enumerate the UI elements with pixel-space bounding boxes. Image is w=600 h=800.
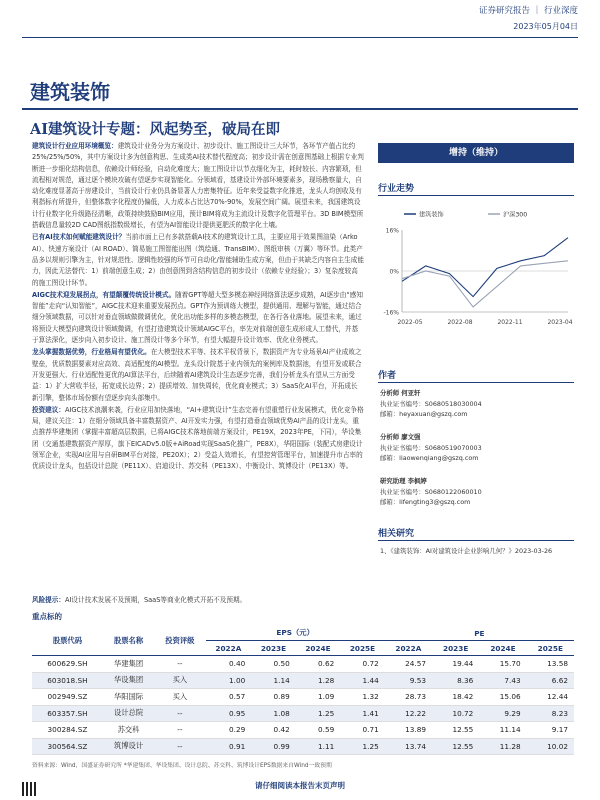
eps-value: 0.99 — [251, 738, 296, 755]
eps-value: 1.25 — [296, 705, 341, 722]
eps-value: 0.95 — [206, 705, 252, 722]
y-tick-label: -16% — [383, 309, 399, 317]
cert-label: 执业证书编号： — [380, 399, 425, 408]
author-cert: S0680519070003 — [424, 443, 482, 452]
eps-value: 0.57 — [206, 689, 252, 706]
legend-label: 沪深300 — [503, 211, 528, 219]
report-category: 行业深度 — [543, 6, 578, 16]
year-header: 2025E — [340, 641, 385, 656]
eps-value: 1.08 — [251, 705, 296, 722]
pe-value: 8.36 — [432, 672, 479, 689]
x-tick-label: 2022-08 — [447, 319, 473, 326]
stock-name: 筑博设计 — [103, 738, 154, 755]
table-source-note: 资料来源：Wind，国盛证券研究所 *华建集团、华设集团、设计总院、苏交科、筑博设计EPS数据来自Wind一致预期 — [32, 763, 332, 769]
year-header: 2025E — [527, 641, 574, 656]
paragraph-lead: 已有AI技术如何赋能建筑设计？ — [32, 233, 126, 242]
stock-code: 300284.SZ — [32, 722, 103, 739]
author-cert: S0680518030004 — [424, 399, 482, 408]
eps-value: 0.89 — [251, 689, 296, 706]
pe-value: 12.44 — [527, 689, 574, 706]
y-tick-label: 0% — [389, 268, 399, 276]
eps-value: 0.40 — [206, 656, 252, 673]
paragraph — [32, 405, 364, 473]
author-block — [380, 476, 574, 508]
author-role: 分析师 — [380, 389, 400, 397]
table-row — [32, 722, 574, 739]
report-header — [479, 4, 578, 16]
industry-divider — [22, 108, 578, 110]
x-tick-label: 2023-04 — [547, 319, 573, 326]
paragraph — [32, 290, 364, 346]
pe-value: 12.55 — [432, 722, 479, 739]
paragraph — [32, 347, 364, 403]
email-label: 邮箱： — [380, 410, 400, 418]
cert-label: 执业证书编号： — [380, 443, 425, 452]
year-header: 2024E — [296, 641, 341, 656]
col-header-rating: 投资评级 — [154, 626, 205, 656]
email-label: 邮箱： — [380, 454, 400, 462]
eps-value: 1.32 — [340, 689, 385, 706]
pe-value: 19.44 — [432, 656, 479, 673]
year-header: 2022A — [206, 641, 252, 656]
stock-rating: 买入 — [154, 689, 205, 706]
pe-value: 11.14 — [479, 722, 526, 739]
table-row — [32, 738, 574, 755]
pe-value: 13.89 — [385, 722, 432, 739]
report-type: 证券研究报告 — [479, 6, 531, 16]
x-tick-label: 2022-05 — [397, 319, 423, 326]
stock-rating: -- — [154, 656, 205, 673]
trend-chart — [378, 200, 574, 340]
col-header-name: 股票名称 — [103, 626, 154, 656]
stock-code: 300564.SZ — [32, 738, 103, 755]
cert-label: 执业证书编号： — [380, 487, 425, 496]
eps-value: 1.28 — [296, 672, 341, 689]
eps-value: 1.09 — [296, 689, 341, 706]
col-header-pe: PE — [385, 626, 574, 641]
year-header: 2023E — [251, 641, 296, 656]
paragraph-text: 在大模型技术平等、技术平权背景下，数据资产为专业场景AI产业成败之壁垒，优质数据要素对应高效、高适配度的AI模型。龙头设计院基于业内领先的案例库及数据池，有望开发或联合开发更强大、行业适配性更优的AI算法平台，后续随着AI建筑设计生态逐步完善，我们分析龙头有望从三方面受益：1）扩大营收半径，拓宽成长边界；2）提质增效、加快周转，优化商业模式；3）SaaS化AI平台，开拓成长新引擎，整体市场份额有望逐步向头部集中。 — [32, 348, 362, 402]
paragraph — [32, 232, 364, 288]
pe-value: 13.74 — [385, 738, 432, 755]
year-header: 2022A — [385, 641, 432, 656]
pe-value: 7.43 — [479, 672, 526, 689]
author-name: 廖文强 — [401, 433, 421, 441]
stock-name: 苏交科 — [103, 722, 154, 739]
paragraph-text: 建筑设计业务分为方案设计、初步设计、施工图设计三大环节，各环节产值占比约25%/25%/50%，其中方案设计多为创意构思、生成类AI技术替代程度高；初步设计需在创意图基础上根据专业判断进一步细化结构信息，依赖设计师经验，自动化难度大；施工图设计以节点细化为主，耗时较长、内容繁琐，但流程相对规范，通过逐个模块攻破有望逐步实现智能化。分领域看，基建设计外部环境要素多，现场勘察量大，自动化难度显著高于房建设计，当前设计行业仍具备显著人力密集特征。近年来受益数字化推进，龙头人均创收及有利指标有所提升，但整体数字化程度仍偏低，人力成本占比达70%-90%，发展空间广阔。展望未来，我国建筑设计行业数字化升级路径清晰，政策持续鼓励BIM应用，预计BIM将成为主流设计及数字化管理平台。3D BIM模型所搭载信息量较2D CAD图纸指数级增长，有望为AI智能设计提供更肥沃的数字化土壤。 — [32, 142, 364, 230]
y-tick-label: 16% — [385, 227, 399, 235]
year-header: 2024E — [479, 641, 526, 656]
author-email[interactable]: liaowenqiang@gszq.com — [399, 454, 479, 462]
authors-heading: 作者 — [378, 371, 397, 381]
eps-value: 0.62 — [296, 656, 341, 673]
pe-value: 15.70 — [479, 656, 526, 673]
series-line-csi300 — [402, 261, 568, 307]
related-divider — [378, 540, 574, 541]
paragraph-lead: 龙头掌握数据优势，行业格局有望优化。 — [32, 348, 151, 357]
paragraph-lead: 投资建议： — [32, 405, 65, 414]
author-block — [380, 432, 574, 464]
pe-value: 8.23 — [527, 705, 574, 722]
paragraph-lead: AIGC技术迎发展拐点，有望颠覆传统设计模式。 — [32, 290, 176, 299]
stock-name: 华设集团 — [103, 672, 154, 689]
x-tick-label: 2022-11 — [497, 319, 523, 326]
table-row — [32, 672, 574, 689]
risk-lead: 风险提示： — [32, 596, 65, 604]
header-sep: ｜ — [532, 6, 542, 16]
stock-name: 华建集团 — [103, 656, 154, 673]
trend-divider — [378, 195, 574, 196]
table-row — [32, 689, 574, 706]
related-report-link[interactable]: 1、《建筑装饰：AI对建筑设计企业影响几何？》2023-03-26 — [380, 547, 553, 555]
eps-value: 1.25 — [340, 738, 385, 755]
industry-name: 建筑装饰 — [30, 80, 110, 104]
stock-rating: -- — [154, 722, 205, 739]
paragraph-text: AIGC技术浪潮来袭，行业应用加快落地，“AI+建筑设计”生态完善有望重塑行业发展模式，优化竞争格局，建议关注：1）在细分领域具备丰富数据资产、AI开发实力强，有望打造垂直领域优势AI产品的设计龙头，重点推荐华建集团（掌握丰富超高层数据，已将AIGC技术落地前端方案设计，PE19X，2023年PE，下同），华设集团（交通基建数据资产厚厚，旗下EICADv5.0版+AiRoad实现SaaS化推广，PE8X），华阳国际（装配式房建设计领军企业，实现AI应用与自研BIM平台对接，PE20X）；2）受益人效增长，有望控营管理平台，加速提升市占率的优质设计龙头，包括设计总院（PE11X）、启迪设计、苏交科（PE13X）、中衡设计、筑博设计（PE13X）等。 — [32, 405, 364, 471]
eps-value: 0.50 — [251, 656, 296, 673]
pe-value: 12.22 — [385, 705, 432, 722]
author-role: 研究助理 — [380, 477, 406, 485]
stock-code: 603018.SH — [32, 672, 103, 689]
legend-label: 建筑装饰 — [419, 211, 444, 219]
risk-note — [32, 594, 572, 604]
pe-value: 15.06 — [479, 689, 526, 706]
stock-name: 华阳国际 — [103, 689, 154, 706]
pe-value: 6.62 — [527, 672, 574, 689]
rating-banner: 增持（维持） — [378, 143, 574, 163]
eps-value: 0.72 — [340, 656, 385, 673]
paragraph-lead: 建筑设计行业应用环境概览： — [32, 142, 118, 150]
eps-value: 0.71 — [340, 722, 385, 739]
eps-value: 0.29 — [206, 722, 252, 739]
pe-value: 9.53 — [385, 672, 432, 689]
stock-code: 603357.SH — [32, 705, 103, 722]
pe-value: 10.72 — [432, 705, 479, 722]
forecast-table — [32, 626, 574, 755]
eps-value: 0.91 — [206, 738, 252, 755]
report-date: 2023年05月04日 — [513, 22, 578, 31]
eps-value: 1.00 — [206, 672, 252, 689]
header-divider — [22, 37, 578, 38]
stock-code: 600629.SH — [32, 656, 103, 673]
eps-value: 0.59 — [296, 722, 341, 739]
eps-value: 0.42 — [251, 722, 296, 739]
related-heading: 相关研究 — [378, 529, 415, 539]
authors-divider — [378, 382, 574, 383]
pe-value: 10.02 — [527, 738, 574, 755]
stock-rating: -- — [154, 738, 205, 755]
author-block — [380, 388, 574, 420]
pe-value: 9.29 — [479, 705, 526, 722]
page-title: AI建筑设计专题：风起势至，破局在即 — [30, 121, 281, 138]
pe-value: 24.57 — [385, 656, 432, 673]
stock-name: 设计总院 — [103, 705, 154, 722]
author-email[interactable]: heyaxuan@gszq.com — [399, 410, 468, 418]
pe-value: 11.28 — [479, 738, 526, 755]
paragraph-text: 随着GPT等超大型多模态神经网络算法逐步成熟，AI逐步由“感知智能”走向“认知智能”，AIGC技术迎来重要发展拐点。GPT作为预训练大模型，提供通用、理解与智能，通过结合细分领域数据，可以针对垂直领域做微调优化，优化出功能多样的多模态模型，在各行各业落地。展望未来，通过将预设大模型向建筑设计领域微调，有望打造建筑设计领域AIGC平台，率先对前端创意生成形成人工替代，并基于算法深化，逐步向入初步设计、施工图设计等多个环节，有望大幅提升设计效率、优化业务模式。 — [32, 290, 363, 345]
table-row — [32, 656, 574, 673]
eps-value: 1.14 — [251, 672, 296, 689]
year-header: 2023E — [432, 641, 479, 656]
email-label: 邮箱： — [380, 498, 400, 506]
series-line-building — [402, 238, 568, 297]
pe-value: 13.58 — [527, 656, 574, 673]
author-role: 分析师 — [380, 433, 400, 441]
eps-value: 1.41 — [340, 705, 385, 722]
eps-value: 1.44 — [340, 672, 385, 689]
pe-value: 18.42 — [432, 689, 479, 706]
author-name: 何亚轩 — [401, 389, 421, 397]
pe-value: 12.55 — [432, 738, 479, 755]
paragraph-text: 当前市面上已有多款搭载AI技术的建筑设计工具，主要应用于效果图渲染（Arko AI）、快速方案设计（AI ROAD）、简易施工图智能出图（筑绘通、TransBIM）、图纸审核（万翼）等环节。此类产品多以规则引擎为主，针对规范性、逻辑性较强的环节可自动化/智能辅助生成方案，但由于其缺乏内容自主生成能力，因此无法替代：1）前端创意生成；2）由创意图到含结构信息的初步设计（依赖专业经验）；3）复杂度较高的施工图设计环节。 — [32, 233, 364, 287]
main-body — [32, 141, 364, 474]
footer-disclaimer: 请仔细阅读本报告末页声明 — [255, 781, 345, 790]
stock-rating: -- — [154, 705, 205, 722]
table-heading: 重点标的 — [32, 612, 62, 621]
col-header-eps: EPS（元） — [206, 626, 385, 641]
trend-heading: 行业走势 — [378, 184, 415, 194]
author-email[interactable]: lifengting3@gszq.com — [399, 498, 471, 506]
pe-value: 9.17 — [527, 722, 574, 739]
paragraph — [32, 141, 364, 231]
eps-value: 1.11 — [296, 738, 341, 755]
table-row — [32, 705, 574, 722]
col-header-code: 股票代码 — [32, 626, 103, 656]
pe-value: 28.73 — [385, 689, 432, 706]
risk-text: AI设计技术发展不及预期，SaaS等商业化模式开拓不及预期。 — [64, 596, 247, 604]
stock-rating: 买入 — [154, 672, 205, 689]
stock-code: 002949.SZ — [32, 689, 103, 706]
author-name: 李枫婷 — [407, 477, 427, 485]
author-cert: S0680122060010 — [424, 487, 482, 496]
